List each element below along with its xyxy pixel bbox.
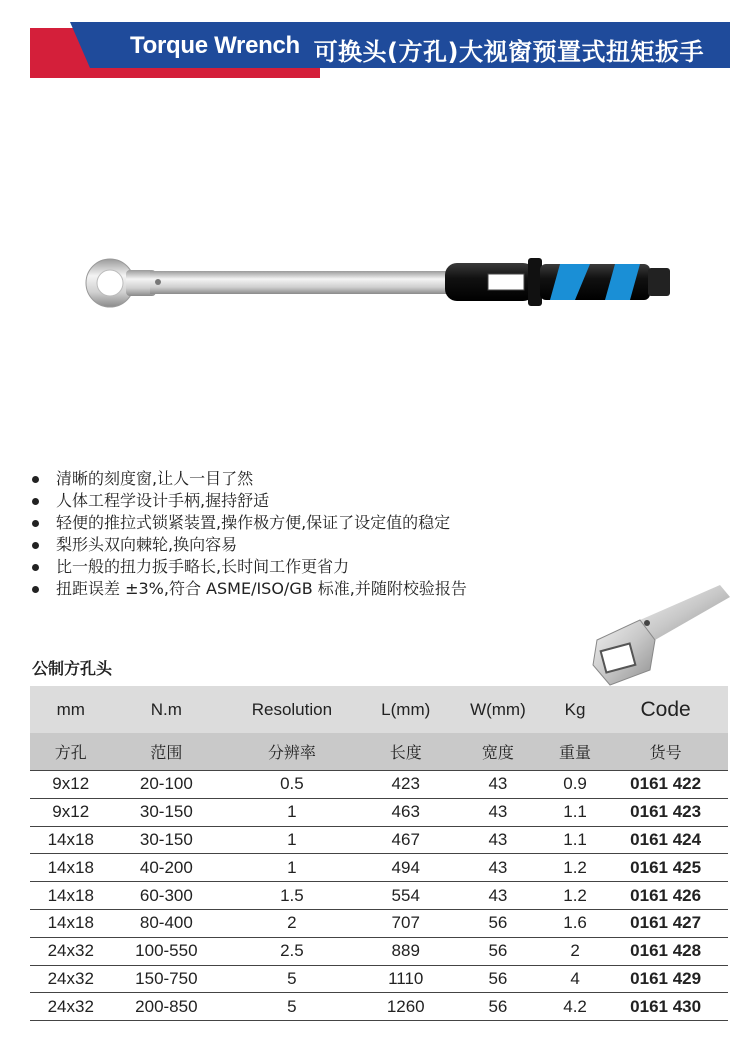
feature-item: 比一般的扭力扳手略长,长时间工作更省力 (32, 556, 467, 578)
table-cell: 43 (449, 826, 547, 854)
table-cell: 1110 (363, 965, 449, 993)
table-row (30, 993, 728, 1021)
table-cell: 24x32 (30, 965, 111, 993)
table-cell: 1 (221, 826, 362, 854)
header-cell: Code (603, 686, 728, 733)
table-cell: 4 (547, 965, 603, 993)
table-cell: 467 (363, 826, 449, 854)
table-row (30, 965, 728, 993)
square-head-detail-image (585, 585, 730, 690)
table-cell: 423 (363, 771, 449, 799)
bullet-icon (32, 520, 39, 527)
table-cell: 4.2 (547, 993, 603, 1021)
table-cell: 30-150 (111, 826, 221, 854)
feature-item: 扭距误差 ±3%,符合 ASME/ISO/GB 标准,并随附校验报告 (32, 578, 467, 600)
table-cell: 60-300 (111, 882, 221, 910)
table-cell: 56 (449, 965, 547, 993)
table-cell: 40-200 (111, 854, 221, 882)
table-cell: 889 (363, 937, 449, 965)
table-row (30, 771, 728, 799)
table-row (30, 854, 728, 882)
table-row (30, 937, 728, 965)
header-cell: mm (30, 686, 111, 733)
table-cell: 14x18 (30, 882, 111, 910)
header-cell: 重量 (547, 733, 603, 771)
table-cell: 494 (363, 854, 449, 882)
feature-item: 梨形头双向棘轮,换向容易 (32, 534, 467, 556)
bullet-icon (32, 564, 39, 571)
bullet-icon (32, 586, 39, 593)
table-cell: 14x18 (30, 909, 111, 937)
product-code-cell: 0161 428 (603, 937, 728, 965)
product-code-cell: 0161 429 (603, 965, 728, 993)
table-header-cn (30, 733, 728, 771)
feature-item: 清晰的刻度窗,让人一目了然 (32, 468, 467, 490)
table-cell: 43 (449, 771, 547, 799)
product-code-cell: 0161 422 (603, 771, 728, 799)
header-cell: Kg (547, 686, 603, 733)
table-cell: 100-550 (111, 937, 221, 965)
table-cell: 5 (221, 965, 362, 993)
table-cell: 463 (363, 798, 449, 826)
table-cell: 1260 (363, 993, 449, 1021)
product-code-cell: 0161 424 (603, 826, 728, 854)
table-cell: 554 (363, 882, 449, 910)
header-cell: L(mm) (363, 686, 449, 733)
table-cell: 43 (449, 882, 547, 910)
bullet-icon (32, 498, 39, 505)
table-cell: 24x32 (30, 993, 111, 1021)
header-cell: N.m (111, 686, 221, 733)
spec-table (30, 686, 728, 1021)
table-cell: 30-150 (111, 798, 221, 826)
table-cell: 14x18 (30, 826, 111, 854)
table-cell: 2.5 (221, 937, 362, 965)
title-banner (30, 22, 730, 78)
feature-item: 轻便的推拉式锁紧装置,操作极方便,保证了设定值的稳定 (32, 512, 467, 534)
table-cell: 80-400 (111, 909, 221, 937)
table-cell: 43 (449, 854, 547, 882)
header-cell: 方孔 (30, 733, 111, 771)
header-cell: Resolution (221, 686, 362, 733)
table-cell: 0.9 (547, 771, 603, 799)
table-cell: 56 (449, 909, 547, 937)
section-title: 公制方孔头 (32, 659, 113, 678)
table-row (30, 909, 728, 937)
table-cell: 24x32 (30, 937, 111, 965)
bullet-icon (32, 542, 39, 549)
product-code-cell: 0161 423 (603, 798, 728, 826)
table-cell: 9x12 (30, 798, 111, 826)
table-cell: 56 (449, 937, 547, 965)
header-cell: 分辨率 (221, 733, 362, 771)
header-cell: 货号 (603, 733, 728, 771)
header-cell: W(mm) (449, 686, 547, 733)
table-cell: 1.6 (547, 909, 603, 937)
table-cell: 2 (547, 937, 603, 965)
table-header-en (30, 686, 728, 733)
table-cell: 1.5 (221, 882, 362, 910)
table-cell: 1.2 (547, 882, 603, 910)
table-cell: 1 (221, 854, 362, 882)
table-cell: 20-100 (111, 771, 221, 799)
banner-title-en: Torque Wrench (130, 32, 300, 59)
table-cell: 707 (363, 909, 449, 937)
product-code-cell: 0161 430 (603, 993, 728, 1021)
feature-list (32, 468, 467, 600)
product-code-cell: 0161 426 (603, 882, 728, 910)
table-cell: 5 (221, 993, 362, 1021)
table-row (30, 826, 728, 854)
table-row (30, 798, 728, 826)
table-cell: 1.1 (547, 798, 603, 826)
table-cell: 14x18 (30, 854, 111, 882)
header-cell: 长度 (363, 733, 449, 771)
torque-wrench-image (80, 250, 680, 320)
table-cell: 1.1 (547, 826, 603, 854)
feature-item: 人体工程学设计手柄,握持舒适 (32, 490, 467, 512)
table-cell: 0.5 (221, 771, 362, 799)
product-code-cell: 0161 427 (603, 909, 728, 937)
table-cell: 200-850 (111, 993, 221, 1021)
header-cell: 范围 (111, 733, 221, 771)
banner-title-cn: 可换头(方孔)大视窗预置式扭矩扳手 (313, 38, 704, 66)
header-cell: 宽度 (449, 733, 547, 771)
bullet-icon (32, 476, 39, 483)
product-code-cell: 0161 425 (603, 854, 728, 882)
table-cell: 2 (221, 909, 362, 937)
table-cell: 56 (449, 993, 547, 1021)
table-cell: 150-750 (111, 965, 221, 993)
table-row (30, 882, 728, 910)
table-cell: 43 (449, 798, 547, 826)
table-cell: 9x12 (30, 771, 111, 799)
table-cell: 1.2 (547, 854, 603, 882)
table-cell: 1 (221, 798, 362, 826)
